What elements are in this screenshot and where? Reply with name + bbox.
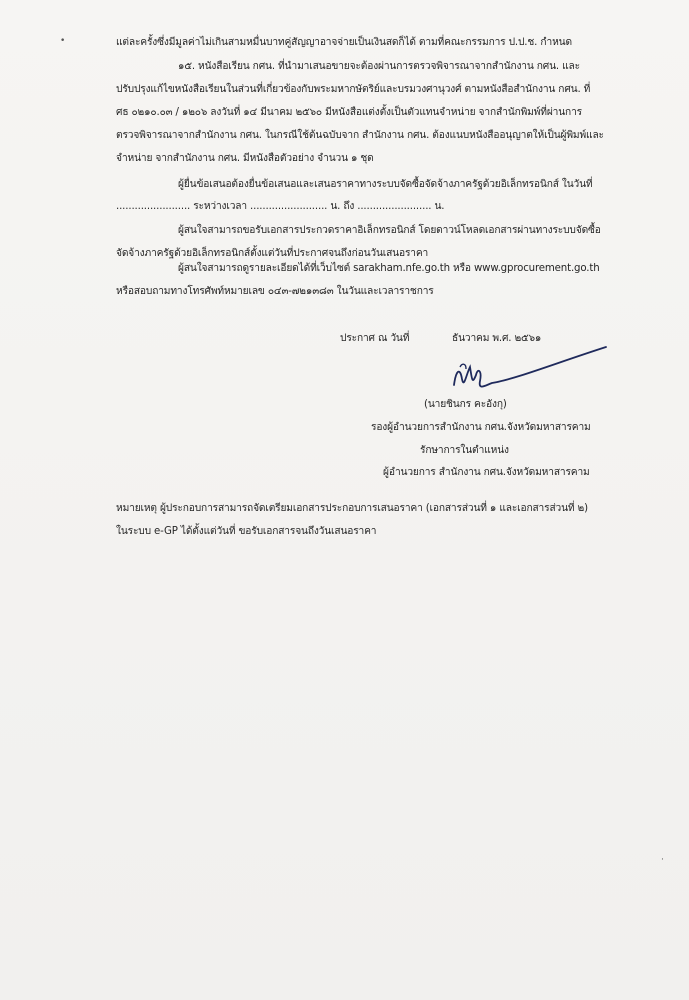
submission-line: ผู้ยื่นข้อเสนอต้องยื่นข้อเสนอและเสนอราคาทางระบบจัดซื้อจัดจ้างภาครัฐด้วยอิเล็กทรอนิกส์ ในวันที่ <box>178 179 593 190</box>
signer-name: (นายชินกร คะอังกุ) <box>424 399 507 410</box>
scan-speck: • <box>60 36 66 46</box>
signer-title: รองผู้อำนวยการสำนักงาน กศน.จังหวัดมหาสารคาม <box>371 422 591 433</box>
scan-speck: · <box>661 855 664 865</box>
item-15-line: ศธ ๐๒๑๐.๐๓ / ๑๒๐๖ ลงวันที่ ๑๔ มีนาคม ๒๕๖๐ มีหนังสือแต่งตั้งเป็นตัวแทนจำหน่าย จากสำนักพิมพ์ที่ผ่านการ <box>116 107 582 118</box>
info-line: ผู้สนใจสามารถดูรายละเอียดได้ที่เว็บไซต์ sarakham.nfe.go.th หรือ www.gprocurement.go.th <box>178 263 600 274</box>
note-line: หมายเหตุ ผู้ประกอบการสามารถจัดเตรียมเอกสารประกอบการเสนอราคา (เอกสารส่วนที่ ๑ และเอกสารส่วนที่ ๒) <box>116 503 588 514</box>
item-15-line: ปรับปรุงแก้ไขหนังสือเรียนในส่วนที่เกี่ยวข้องกับพระมหากษัตริย์และบรมวงศานุวงศ์ ตามหนังสือสำนักงาน กศน. ที่ <box>116 84 591 95</box>
document-receipt-line: ผู้สนใจสามารถขอรับเอกสารประกวดราคาอิเล็กทรอนิกส์ โดยดาวน์โหลดเอกสารผ่านทางระบบจัดซื้อ <box>178 225 601 236</box>
paragraph-line: แต่ละครั้งซึ่งมีมูลค่าไม่เกินสามหมื่นบาทคู่สัญญาอาจจ่ายเป็นเงินสดก็ได้ ตามที่คณะกรรมการ ป.ป.ช. กำหนด <box>116 37 572 48</box>
announce-date: ธันวาคม พ.ศ. ๒๕๖๑ <box>452 333 542 344</box>
note-line: ในระบบ e-GP ได้ตั้งแต่วันที่ ขอรับเอกสารจนถึงวันเสนอราคา <box>116 526 377 537</box>
signer-position: ผู้อำนวยการ สำนักงาน กศน.จังหวัดมหาสารคาม <box>383 467 590 478</box>
document-receipt-line: จัดจ้างภาครัฐด้วยอิเล็กทรอนิกส์ตั้งแต่วันที่ประกาศจนถึงก่อนวันเสนอราคา <box>116 248 429 259</box>
item-15-line: ตรวจพิจารณาจากสำนักงาน กศน. ในกรณีใช้ต้นฉบับจาก สำนักงาน กศน. ต้องแนบหนังสืออนุญาตให้เป็นผู้พิมพ์และ <box>116 130 604 141</box>
item-15-line: จำหน่าย จากสำนักงาน กศน. มีหนังสือตัวอย่าง จำนวน ๑ ชุด <box>116 153 374 164</box>
submission-time-line: ........................ ระหว่างเวลา ......................... น. ถึง ........................ น. <box>116 201 445 212</box>
announce-label: ประกาศ ณ วันที่ <box>340 333 410 344</box>
signature-image <box>446 345 616 405</box>
contact-line: หรือสอบถามทางโทรศัพท์หมายเลข ๐๔๓-๗๒๑๓๘๓ ในวันและเวลาราชการ <box>116 286 434 297</box>
signer-acting: รักษาการในตำแหน่ง <box>420 445 509 456</box>
item-15-line: ๑๕. หนังสือเรียน กศน. ที่นำมาเสนอขายจะต้องผ่านการตรวจพิจารณาจากสำนักงาน กศน. และ <box>178 61 580 72</box>
